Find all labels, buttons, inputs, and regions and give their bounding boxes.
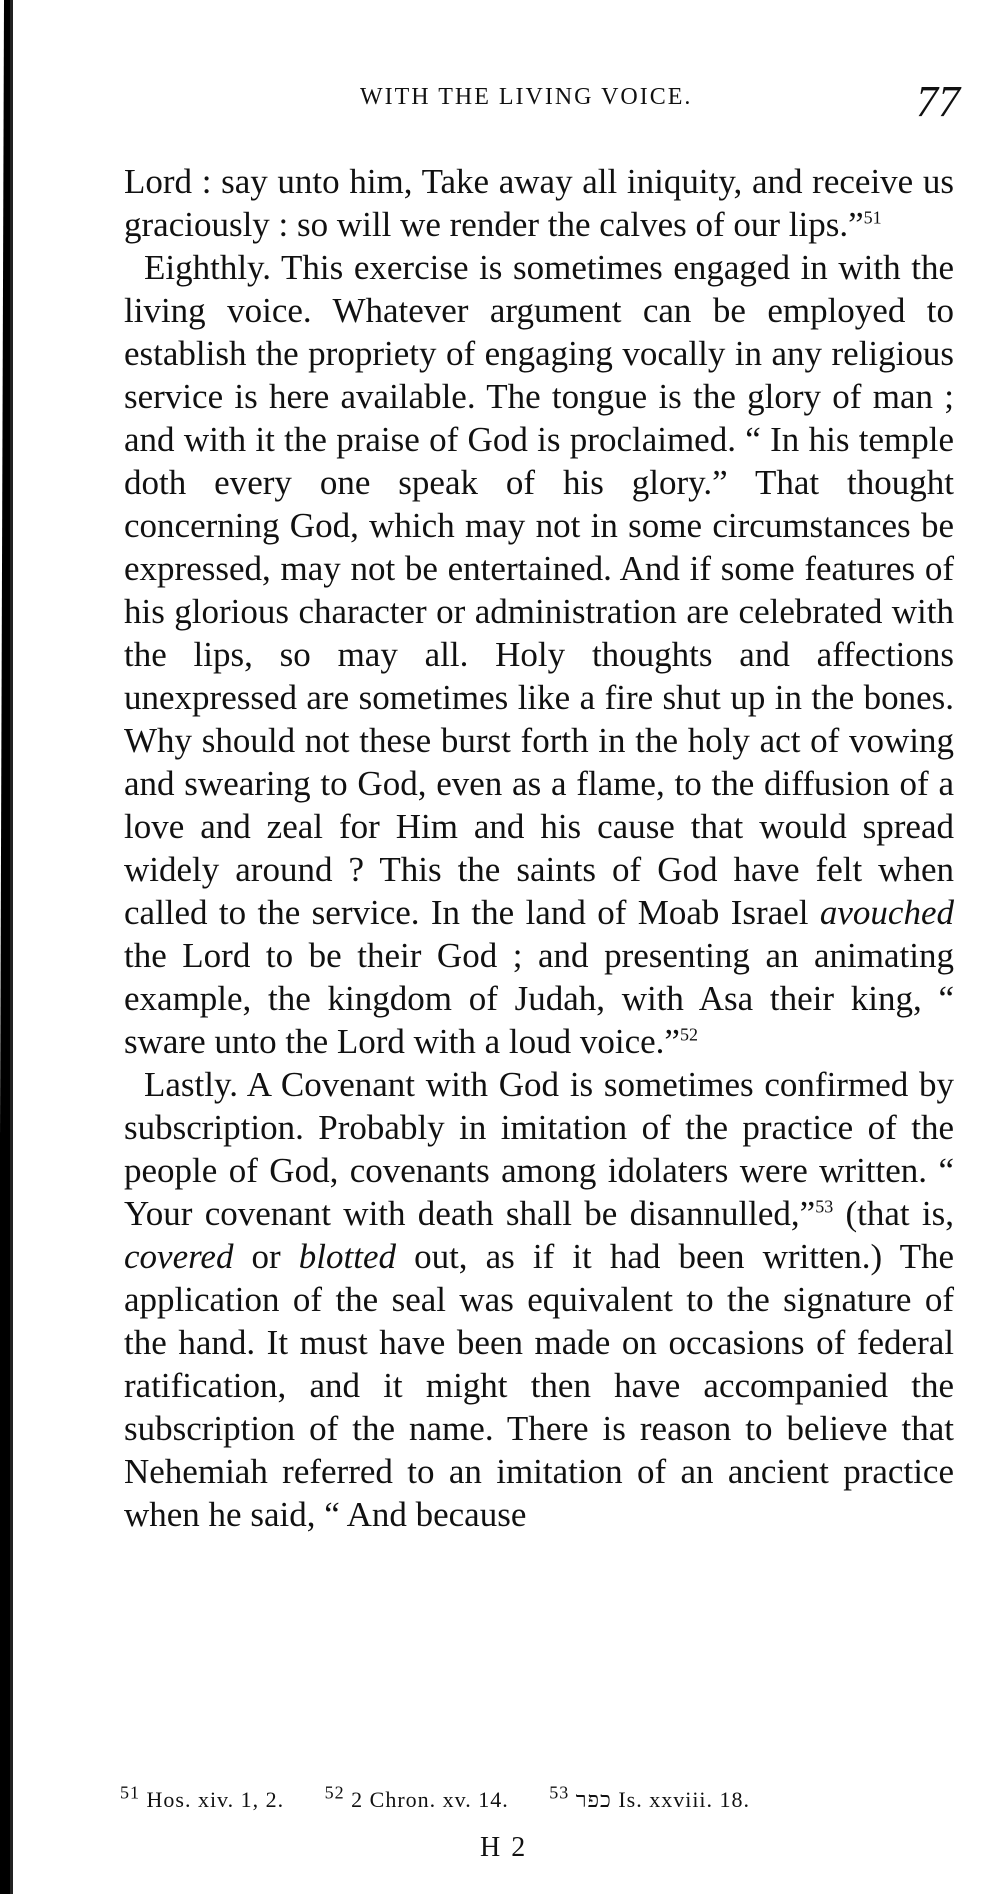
running-head: WITH THE LIVING VOICE.: [360, 84, 693, 110]
footnote-52-text: 2 Chron. xv. 14.: [351, 1787, 509, 1812]
footnote-53-text: כפר Is. xxviii. 18.: [575, 1787, 751, 1812]
paragraph-2-text-b: the Lord to be their God ; and presenting an animating example, the kingdom of Judah, with Asa their king, “ sware unto the Lord with a loud voice.”: [124, 936, 954, 1061]
paragraph-3-text-b: (that is,: [833, 1194, 955, 1233]
binding-edge: [0, 0, 10, 1894]
paragraph-3: [124, 1063, 954, 1536]
paragraph-1-text: Lord : say unto him, Take away all iniquity, and receive us graciously : so will we render the calves of our lips.”: [124, 162, 954, 244]
binding-shadow: [10, 0, 13, 1894]
paragraph-3-text-d: out, as if it had been written.) The application of the seal was equivalent to the signature of the hand. It must have been made on occasions of federal ratification, and it might then have accompanied the subscription of the name. There is reason to believe that Nehemiah referred to an imitation of an ancient practice when he said, “ And because: [124, 1237, 954, 1534]
body-text: [124, 160, 954, 1536]
footnote-51-num: 51: [120, 1782, 140, 1803]
footnote-51-text: Hos. xiv. 1, 2.: [146, 1787, 285, 1812]
paragraph-3-text-c: or: [233, 1237, 299, 1276]
footnote-51: [120, 1782, 285, 1812]
footnote-ref-52: 52: [679, 1024, 698, 1045]
signature-mark: H 2: [480, 1832, 528, 1863]
footnote-52-num: 52: [324, 1782, 345, 1803]
paragraph-3-italic-blotted: blotted: [298, 1237, 396, 1276]
paragraph-2-text-a: Eighthly. This exercise is sometimes engaged in with the living voice. Whatever argument can be employed to establish the propriety of engaging vocally in any religious service is here available. The tongue is the glory of man ; and with it the praise of God is proclaimed. “ In his temple doth every one speak of his glory.” That thought concerning God, which may not in some circumstances be expressed, may not be entertained. And if some features of his glorious character or administration are celebrated with the lips, so may all. Holy thoughts and affections unexpressed are sometimes like a fire shut up in the bones. Why should not these burst forth in the holy act of vowing and swearing to God, even as a flame, to the diffusion of a love and zeal for Him and his cause that would spread widely around ? This the saints of God have felt when called to the service. In the land of Moab Israel: [124, 248, 954, 932]
paragraph-2: [124, 246, 954, 1063]
footnote-53: [549, 1782, 751, 1812]
page-header: [120, 76, 960, 136]
paragraph-1: [124, 160, 954, 246]
footnotes: [120, 1782, 950, 1815]
paragraph-2-italic: avouched: [819, 893, 954, 932]
footnote-ref-51: 51: [863, 207, 882, 228]
footnote-52: [324, 1782, 509, 1812]
page-number: 77: [916, 77, 960, 126]
footnote-53-num: 53: [549, 1782, 570, 1803]
paragraph-3-italic-covered: covered: [124, 1237, 234, 1276]
footnote-ref-53: 53: [815, 1196, 834, 1217]
paragraph-3-text-a: Lastly. A Covenant with God is sometimes confirmed by subscription. Probably in imitation of the practice of the people of God, covenants among idolaters were written. “ Your covenant with death shall be disannulled,”: [124, 1065, 954, 1233]
